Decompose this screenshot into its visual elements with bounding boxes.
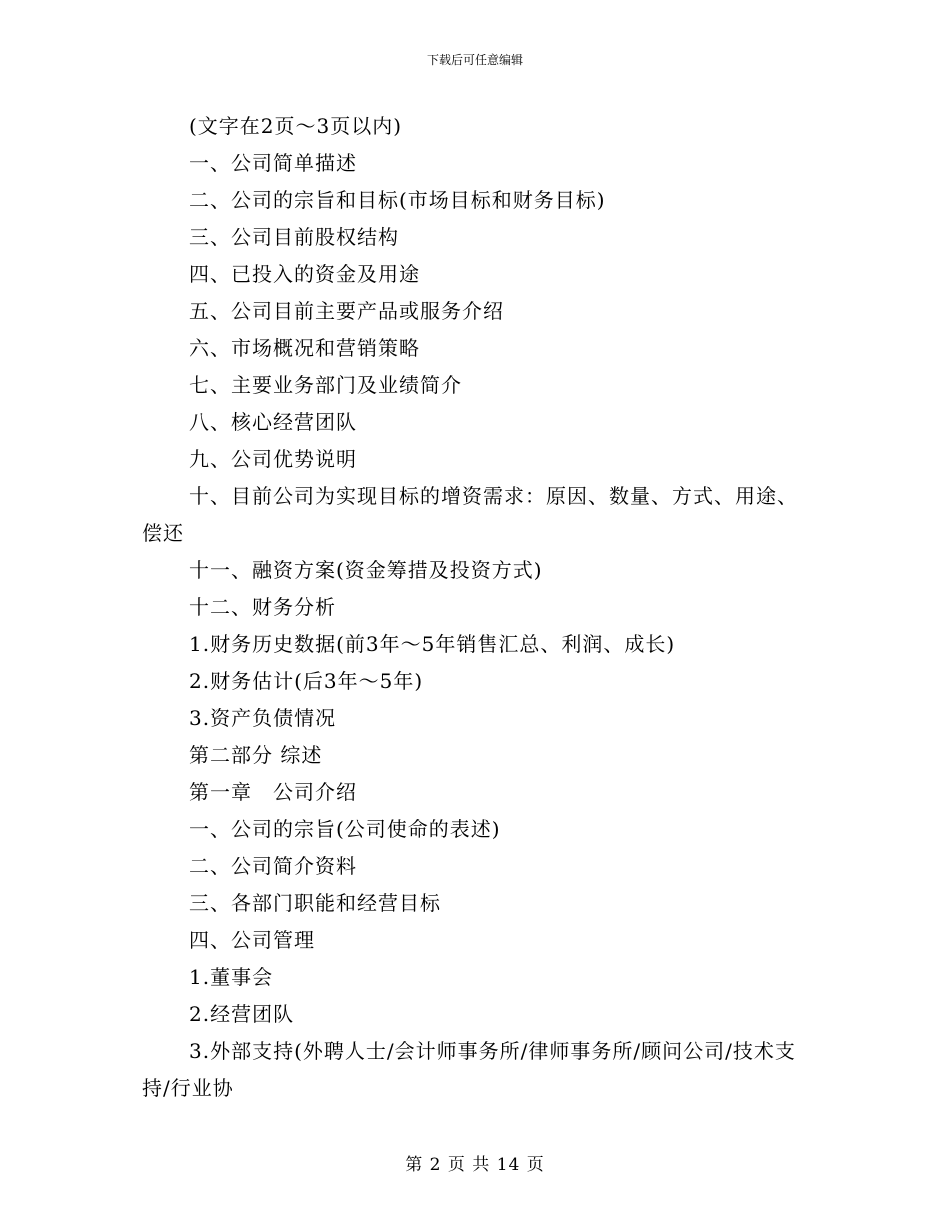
section-heading: 第二部分 综述 bbox=[189, 743, 323, 767]
paragraph: 五、公司目前主要产品或服务介绍 bbox=[189, 299, 504, 323]
page-footer: 第 2 页 共 14 页 bbox=[405, 1155, 545, 1175]
paragraph: 八、核心经营团队 bbox=[189, 410, 357, 434]
paragraph: 十一、融资方案(资金筹措及投资方式) bbox=[189, 558, 543, 582]
paragraph: 十二、财务分析 bbox=[189, 595, 336, 619]
paragraph: 2.财务估计(后3年～5年) bbox=[189, 669, 424, 693]
paragraph: 3.外部支持(外聘人士/会计师事务所/律师事务所/顾问公司/技术支持/行业协 bbox=[142, 1039, 796, 1100]
paragraph: 四、公司管理 bbox=[189, 928, 315, 952]
paragraph: 1.财务历史数据(前3年～5年销售汇总、利润、成长) bbox=[189, 632, 676, 656]
document-body bbox=[142, 108, 812, 1107]
paragraph: 六、市场概况和营销策略 bbox=[189, 336, 420, 360]
paragraph: 一、公司简单描述 bbox=[189, 151, 357, 175]
paragraph: (文字在2页～3页以内) bbox=[189, 114, 403, 138]
paragraph: 3.资产负债情况 bbox=[189, 706, 337, 730]
paragraph: 1.董事会 bbox=[189, 965, 274, 989]
paragraph: 三、公司目前股权结构 bbox=[189, 225, 399, 249]
paragraph: 二、公司的宗旨和目标(市场目标和财务目标) bbox=[189, 188, 606, 212]
paragraph: 十、目前公司为实现目标的增资需求：原因、数量、方式、用途、偿还 bbox=[142, 484, 798, 545]
paragraph: 二、公司简介资料 bbox=[189, 854, 357, 878]
paragraph: 一、公司的宗旨(公司使命的表述) bbox=[189, 817, 501, 841]
page-header: 下载后可任意编辑 bbox=[426, 53, 523, 67]
chapter-heading: 第一章 公司介绍 bbox=[189, 780, 357, 804]
paragraph: 2.经营团队 bbox=[189, 1002, 295, 1026]
paragraph: 七、主要业务部门及业绩简介 bbox=[189, 373, 462, 397]
paragraph: 三、各部门职能和经营目标 bbox=[189, 891, 441, 915]
paragraph: 四、已投入的资金及用途 bbox=[189, 262, 420, 286]
paragraph: 九、公司优势说明 bbox=[189, 447, 357, 471]
